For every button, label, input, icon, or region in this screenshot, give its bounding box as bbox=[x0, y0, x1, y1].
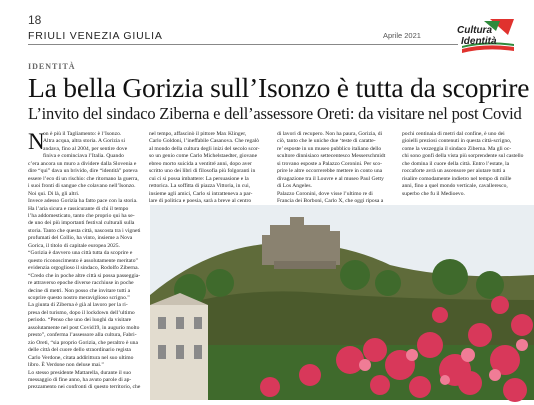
column-line: chi sono gonfi della vista più sorprendente sul castello bbox=[402, 153, 524, 160]
column-line: storia. Tanto che questa città, nascosta tra i vigneti bbox=[28, 227, 141, 234]
column-line: de uno dei più importanti festival culturali sulla bbox=[28, 220, 135, 227]
column-line: ciò, tanto che le uniche due ‘teste di caratte- bbox=[277, 138, 376, 145]
article-headline: La bella Gorizia sull’Isonzo è tutta da scoprire bbox=[28, 72, 530, 103]
column-line: gioielli preziosi contenuti in questa città-scrigno, bbox=[402, 138, 512, 145]
column-line: cui ci si possa imbattere: La persuasione e la bbox=[149, 175, 249, 182]
column-line: Carlo Goldoni, l’ineffabile Casanova. Che regalò bbox=[149, 138, 260, 145]
page-number: 18 bbox=[28, 13, 42, 27]
column-line: insieme agli amici, Carlo si intratteneva a par- bbox=[149, 190, 253, 197]
column-line: divagazione tra il Louvre e al museo Paul Getty bbox=[277, 175, 384, 182]
column-line: messaggio di fine anno, ha avuto parole di ap- bbox=[28, 376, 132, 383]
column-line: finiva e cominciava l’Italia. Quando bbox=[43, 153, 124, 160]
column-line: questo riconoscimento è assolutamente meritato” bbox=[28, 257, 138, 264]
article-kicker: IDENTITÀ bbox=[28, 62, 76, 71]
column-line: assolutamente nel post Covid19, in augurio molto bbox=[28, 324, 140, 331]
section-title: FRIULI VENEZIA GIULIA bbox=[28, 30, 163, 42]
photo-illustration bbox=[150, 205, 534, 400]
column-line: so un genio come Carlo Michelstaedter, giovane bbox=[149, 153, 258, 160]
column-line: La giunta di Ziberna è già al lavoro per la ri- bbox=[28, 302, 128, 309]
column-line: essere l’eco di un rischio: che ritornano la guerra, bbox=[28, 175, 139, 182]
column-line: presto”, conferma l’assessore alla cultura, Fabri- bbox=[28, 332, 137, 339]
logo-text-identita: Identità bbox=[461, 36, 497, 47]
column-line: ebreo morto suicida a ventitré anni, dopo aver bbox=[149, 160, 252, 167]
column-line: i suoi fronti di sangue che colavano nell’Isonzo. bbox=[28, 183, 136, 190]
column-line: Lo stesso presidente Mattarella, durante il suo bbox=[28, 369, 131, 376]
column-line: decine di metri. Non posso che invitare tutti a bbox=[28, 287, 131, 294]
article-subheadline: L’invito del sindaco Ziberna e dell’assessore Oreti: da visitare nel post Covid bbox=[28, 104, 522, 123]
cultura-identita-logo bbox=[456, 17, 516, 57]
column-line: evidenzia orgoglioso il sindaco, Rodolfo Ziberna. bbox=[28, 265, 139, 272]
column-line: che domina il cuore della città. Entro l’estate, la bbox=[402, 160, 510, 167]
issue-date: Aprile 2021 bbox=[383, 31, 421, 40]
column-line: delle città del cuore dello straordinario regista bbox=[28, 347, 131, 354]
column-line: dire “qui” dava un brivido, dire “identità” poteva bbox=[28, 168, 138, 175]
logo-text-cultura: Cultura bbox=[457, 25, 492, 36]
column-line: profumati del Collio, ha vinto, insieme a Nova bbox=[28, 235, 133, 242]
column-line: “Credo che in poche altre città si possa passeggia- bbox=[28, 272, 141, 279]
column-line: l’ha addomesticato, tanto che proprio qui ha se- bbox=[28, 212, 135, 219]
text-column-4 bbox=[402, 131, 522, 199]
column-line: periodo. “Penso che uno dei luoghi da visitare bbox=[28, 317, 132, 324]
column-line: rettorica. La soffitta di piazza Vittoria, in cui, bbox=[149, 183, 251, 190]
column-line: prire le altre occorrerebbe mettere in conto una bbox=[277, 168, 383, 175]
column-line: si trovano esposte a Palazzo Coronini. Per sco- bbox=[277, 160, 383, 167]
column-line: scritto uno dei libri di filosofia più folgoranti in bbox=[149, 168, 256, 175]
column-line: “Gorizia è davvero una città tutta da scoprire e bbox=[28, 250, 133, 257]
column-line: re’ esposte in un museo pubblico italiano dello bbox=[277, 145, 382, 152]
column-line: Gorica, il titolo di capitale europea 2025. bbox=[28, 242, 120, 249]
header-rule bbox=[28, 44, 458, 45]
text-column-1 bbox=[28, 131, 142, 393]
column-line: Invece adesso Gorizia ha fatto pace con la storia. bbox=[28, 198, 138, 205]
column-line: prezzamento nei confronti di questo territorio, che bbox=[28, 384, 141, 391]
column-line: Noi qui. Di là, gli altri. bbox=[28, 190, 80, 197]
column-line: Altra acqua, altra storia. A Gorizia si bbox=[43, 138, 126, 145]
column-line: on è più il Tagliamento: è l’Isonzo. bbox=[43, 131, 122, 137]
column-line: al mondo della cultura degli inizi del secolo scor- bbox=[149, 145, 260, 152]
column-line: Palazzo Coronini, dove visse l’ultimo re di bbox=[277, 190, 373, 197]
column-line: pochi centinaia di metri dal confine, è uno dei bbox=[402, 131, 505, 137]
column-line: presa del turismo, dopo il lockdown dell’ultimo bbox=[28, 309, 135, 316]
column-line: c’era ancora un muro a dividere dalla Slovenia e bbox=[28, 160, 137, 167]
column-line: anni, fino a quel mondo verticale, cavalleresco, bbox=[402, 183, 508, 190]
column-line: zio Oreti, “sia proprio Gorizia, che peraltro è una bbox=[28, 339, 138, 346]
column-line: andava, fino al 2004, per sentire dove bbox=[43, 145, 128, 152]
column-line: risalire comodamente indietro nel tempo di mille bbox=[402, 175, 512, 182]
castle-garden-photo bbox=[150, 205, 534, 400]
column-line: scoprire questo nostro meraviglioso scrigno.” bbox=[28, 294, 130, 301]
column-line: come la vezzeggia il sindaco Ziberna. Ma gli oc- bbox=[402, 145, 512, 152]
text-column-2 bbox=[149, 131, 269, 205]
column-line: lare di politica e poesia, sarà a breve al centro bbox=[149, 198, 252, 205]
column-line: re attraverso epoche diverse racchiuse in poche bbox=[28, 280, 134, 287]
column-line: libro. È Verdone non deluse mai.” bbox=[28, 362, 104, 369]
column-line: di lavori di recupero. Non ha paura, Gorizia, di bbox=[277, 131, 383, 137]
column-line: di Los Angeles. bbox=[277, 183, 312, 190]
column-line: Carlo Verdone, citata addirittura nel suo ultimo bbox=[28, 354, 134, 361]
drop-cap: N bbox=[28, 129, 45, 154]
column-line: roccaforte avrà un ascensore per aiutare tutti a bbox=[402, 168, 506, 175]
column-line: Ha l’aria sicura e rassicurante di chi il tempo bbox=[28, 205, 129, 212]
text-column-3 bbox=[277, 131, 395, 205]
column-line: nel tempo, affascinò il pittore Max Klinger, bbox=[149, 131, 247, 137]
villa bbox=[150, 293, 208, 400]
column-line: Francia dei Borboni, Carlo X, che oggi riposa a bbox=[277, 198, 384, 205]
column-line: superbo che fu il Medioevo. bbox=[402, 190, 465, 197]
column-line: scultore dinnisiaco settecentesco Messerschmidt bbox=[277, 153, 386, 160]
